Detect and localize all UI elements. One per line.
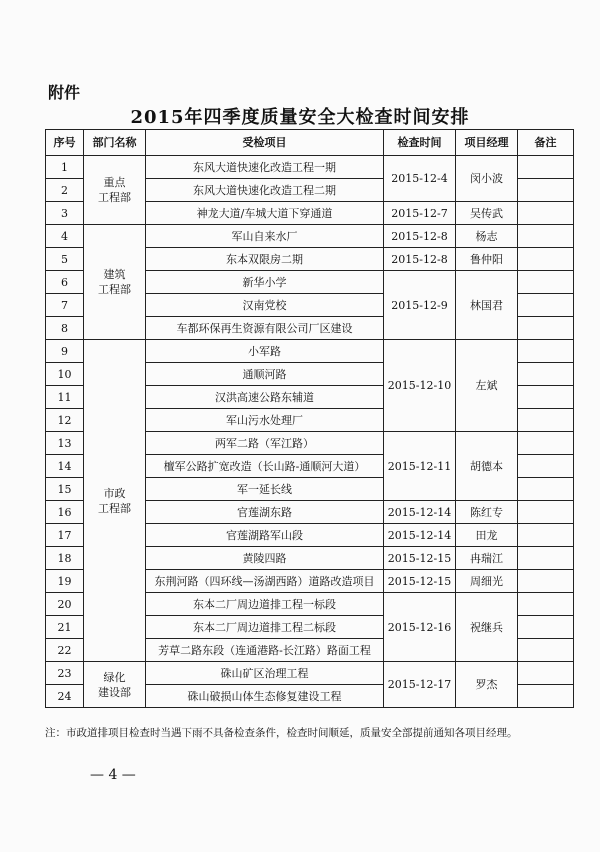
header-manager: 项目经理: [456, 130, 518, 156]
seq-cell: 8: [46, 317, 84, 340]
seq-cell: 22: [46, 639, 84, 662]
time-cell: 2015-12-15: [384, 570, 456, 593]
table-row: [46, 662, 574, 685]
seq-cell: 16: [46, 501, 84, 524]
time-cell: 2015-12-15: [384, 547, 456, 570]
remark-cell: [518, 547, 574, 570]
project-cell: 两军二路（军江路）: [146, 432, 384, 455]
project-cell: 官莲湖东路: [146, 501, 384, 524]
header-dept: 部门名称: [84, 130, 146, 156]
dept-cell: 市政 工程部: [84, 340, 146, 662]
project-cell: 汉洪高速公路东辅道: [146, 386, 384, 409]
remark-cell: [518, 294, 574, 317]
footnote: 注：市政道排项目检查时当遇下雨不具备检查条件，检查时间顺延，质量安全部提前通知各项目经理。: [45, 727, 518, 739]
table-row: [46, 225, 574, 248]
project-cell: 东风大道快速化改造工程一期: [146, 156, 384, 179]
project-cell: 东本二厂周边道排工程二标段: [146, 616, 384, 639]
seq-cell: 6: [46, 271, 84, 294]
manager-cell: 胡德本: [456, 432, 518, 501]
project-cell: 神龙大道/车城大道下穿通道: [146, 202, 384, 225]
remark-cell: [518, 662, 574, 685]
seq-cell: 18: [46, 547, 84, 570]
project-cell: 硃山破损山体生态修复建设工程: [146, 685, 384, 708]
table-row: [46, 156, 574, 179]
remark-cell: [518, 179, 574, 202]
remark-cell: [518, 685, 574, 708]
seq-cell: 5: [46, 248, 84, 271]
project-cell: 檀军公路扩宽改造（长山路-通顺河大道）: [146, 455, 384, 478]
header-remark: 备注: [518, 130, 574, 156]
remark-cell: [518, 317, 574, 340]
remark-cell: [518, 225, 574, 248]
manager-cell: 吴传武: [456, 202, 518, 225]
remark-cell: [518, 156, 574, 179]
seq-cell: 13: [46, 432, 84, 455]
seq-cell: 14: [46, 455, 84, 478]
manager-cell: 左斌: [456, 340, 518, 432]
remark-cell: [518, 570, 574, 593]
remark-cell: [518, 616, 574, 639]
remark-cell: [518, 386, 574, 409]
project-cell: 军山自来水厂: [146, 225, 384, 248]
manager-cell: 杨志: [456, 225, 518, 248]
page-title: 2015年四季度质量安全大检查时间安排: [130, 107, 470, 128]
project-cell: 东风大道快速化改造工程二期: [146, 179, 384, 202]
time-cell: 2015-12-8: [384, 225, 456, 248]
project-cell: 东本二厂周边道排工程一标段: [146, 593, 384, 616]
remark-cell: [518, 478, 574, 501]
project-cell: 通顺河路: [146, 363, 384, 386]
seq-cell: 4: [46, 225, 84, 248]
page-number: — 4 —: [90, 767, 136, 783]
remark-cell: [518, 363, 574, 386]
seq-cell: 20: [46, 593, 84, 616]
manager-cell: 祝继兵: [456, 593, 518, 662]
manager-cell: 罗杰: [456, 662, 518, 708]
remark-cell: [518, 455, 574, 478]
dept-cell: 绿化 建设部: [84, 662, 146, 708]
time-cell: 2015-12-8: [384, 248, 456, 271]
seq-cell: 24: [46, 685, 84, 708]
project-cell: 官莲湖路军山段: [146, 524, 384, 547]
time-cell: 2015-12-11: [384, 432, 456, 501]
dept-cell: 建筑 工程部: [84, 225, 146, 340]
project-cell: 东荆河路（四环线—汤湖西路）道路改造项目: [146, 570, 384, 593]
time-cell: 2015-12-16: [384, 593, 456, 662]
seq-cell: 23: [46, 662, 84, 685]
remark-cell: [518, 271, 574, 294]
table-header-row: [46, 130, 574, 156]
seq-cell: 1: [46, 156, 84, 179]
remark-cell: [518, 524, 574, 547]
project-cell: 硃山矿区治理工程: [146, 662, 384, 685]
remark-cell: [518, 248, 574, 271]
header-time: 检查时间: [384, 130, 456, 156]
manager-cell: 周细光: [456, 570, 518, 593]
inspection-schedule-table: [45, 129, 574, 708]
remark-cell: [518, 202, 574, 225]
manager-cell: 鲁仲阳: [456, 248, 518, 271]
project-cell: 东本双限房二期: [146, 248, 384, 271]
seq-cell: 17: [46, 524, 84, 547]
time-cell: 2015-12-14: [384, 524, 456, 547]
time-cell: 2015-12-17: [384, 662, 456, 708]
seq-cell: 3: [46, 202, 84, 225]
seq-cell: 15: [46, 478, 84, 501]
project-cell: 芳草二路东段（连通港路-长江路）路面工程: [146, 639, 384, 662]
project-cell: 小军路: [146, 340, 384, 363]
manager-cell: 冉瑞江: [456, 547, 518, 570]
manager-cell: 闵小波: [456, 156, 518, 202]
seq-cell: 19: [46, 570, 84, 593]
time-cell: 2015-12-9: [384, 271, 456, 340]
seq-cell: 9: [46, 340, 84, 363]
time-cell: 2015-12-14: [384, 501, 456, 524]
seq-cell: 10: [46, 363, 84, 386]
project-cell: 新华小学: [146, 271, 384, 294]
remark-cell: [518, 593, 574, 616]
project-cell: 军山污水处理厂: [146, 409, 384, 432]
project-cell: 车都环保再生资源有限公司厂区建设: [146, 317, 384, 340]
seq-cell: 7: [46, 294, 84, 317]
project-cell: 汉南党校: [146, 294, 384, 317]
seq-cell: 2: [46, 179, 84, 202]
header-project: 受检项目: [146, 130, 384, 156]
remark-cell: [518, 409, 574, 432]
manager-cell: 田龙: [456, 524, 518, 547]
seq-cell: 11: [46, 386, 84, 409]
remark-cell: [518, 432, 574, 455]
header-seq: 序号: [46, 130, 84, 156]
time-cell: 2015-12-10: [384, 340, 456, 432]
attachment-label: 附件: [48, 83, 81, 102]
seq-cell: 21: [46, 616, 84, 639]
dept-cell: 重点 工程部: [84, 156, 146, 225]
manager-cell: 林国君: [456, 271, 518, 340]
project-cell: 军一延长线: [146, 478, 384, 501]
table-row: [46, 340, 574, 363]
manager-cell: 陈红专: [456, 501, 518, 524]
time-cell: 2015-12-4: [384, 156, 456, 202]
time-cell: 2015-12-7: [384, 202, 456, 225]
seq-cell: 12: [46, 409, 84, 432]
remark-cell: [518, 501, 574, 524]
remark-cell: [518, 639, 574, 662]
remark-cell: [518, 340, 574, 363]
project-cell: 黄陵四路: [146, 547, 384, 570]
